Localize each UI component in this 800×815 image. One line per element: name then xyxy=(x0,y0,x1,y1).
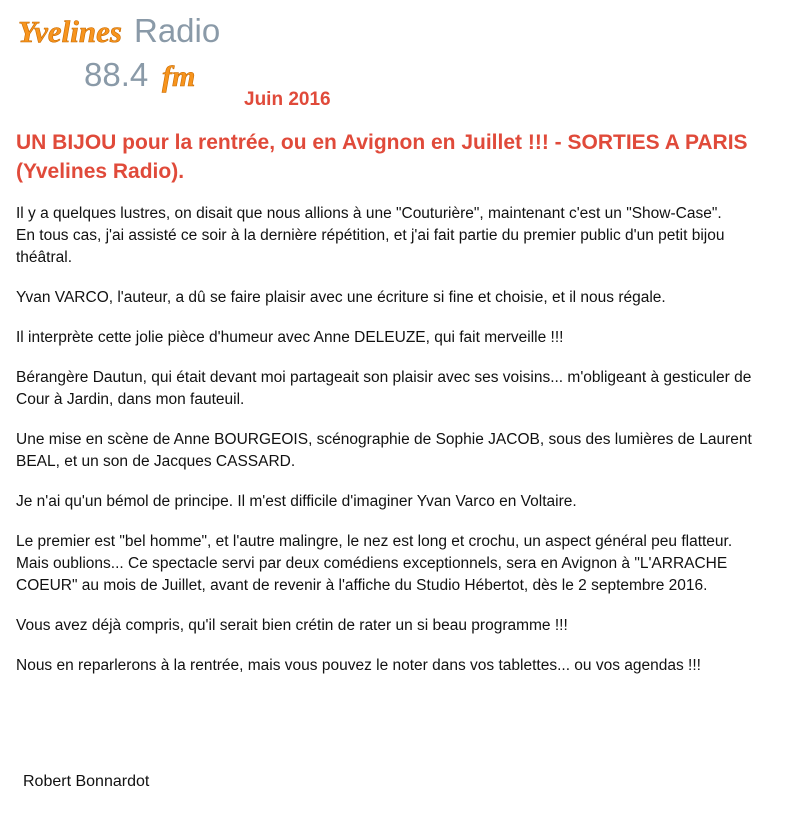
paragraph xyxy=(16,327,776,349)
logo-word-radio: Radio xyxy=(134,12,221,49)
logo-frequency: 88.4 xyxy=(84,56,149,93)
paragraph-line: Vous avez déjà compris, qu'il serait bien crétin de rater un si beau programme !!! xyxy=(16,617,568,634)
paragraph xyxy=(16,287,776,309)
paragraph xyxy=(16,531,776,597)
paragraph-line: Mais oublions... Ce spectacle servi par deux comédiens exceptionnels, sera en Avignon à "L'ARRACHE COEUR" au mois de Juillet, avant de revenir à l'affiche du Studio Hébertot, dès le 2 septembre 2016. xyxy=(16,555,728,594)
paragraph-line: Il y a quelques lustres, on disait que nous allions à une "Couturière", maintenant c'est un "Show-Case". xyxy=(16,205,722,222)
logo-graphic xyxy=(16,6,246,102)
paragraph-line: En tous cas, j'ai assisté ce soir à la dernière répétition, et j'ai fait partie du premier public d'un petit bijou théâtral. xyxy=(16,227,725,266)
paragraph-line: Je n'ai qu'un bémol de principe. Il m'est difficile d'imaginer Yvan Varco en Voltaire. xyxy=(16,493,577,510)
paragraph xyxy=(16,491,776,513)
logo-word-yvelines: Yvelines xyxy=(18,14,122,49)
yvelines-radio-logo xyxy=(16,6,246,102)
publication-date: Juin 2016 xyxy=(244,89,331,110)
paragraph xyxy=(16,655,776,677)
author-signature: Robert Bonnardot xyxy=(23,773,150,790)
article-body xyxy=(16,203,776,695)
paragraph-line: Bérangère Dautun, qui était devant moi partageait son plaisir avec ses voisins... m'obligeant à gesticuler de Cour à Jardin, dans mon fauteuil. xyxy=(16,369,752,408)
logo-band-fm: fm xyxy=(162,60,196,93)
paragraph-line: Yvan VARCO, l'auteur, a dû se faire plaisir avec une écriture si fine et choisie, et il nous régale. xyxy=(16,289,666,306)
article-headline: UN BIJOU pour la rentrée, ou en Avignon en Juillet !!! - SORTIES A PARIS (Yvelines Radio). xyxy=(16,131,748,183)
paragraph xyxy=(16,429,776,473)
paragraph-line: Le premier est "bel homme", et l'autre malingre, le nez est long et crochu, un aspect général peu flatteur. xyxy=(16,533,733,550)
paragraph xyxy=(16,615,776,637)
paragraph xyxy=(16,203,776,269)
paragraph-line: Il interprète cette jolie pièce d'humeur avec Anne DELEUZE, qui fait merveille !!! xyxy=(16,329,564,346)
paragraph-line: Une mise en scène de Anne BOURGEOIS, scénographie de Sophie JACOB, sous des lumières de Laurent BEAL, et un son de Jacques CASSARD. xyxy=(16,431,752,470)
paragraph xyxy=(16,367,776,411)
paragraph-line: Nous en reparlerons à la rentrée, mais vous pouvez le noter dans vos tablettes... ou vos agendas !!! xyxy=(16,657,701,674)
